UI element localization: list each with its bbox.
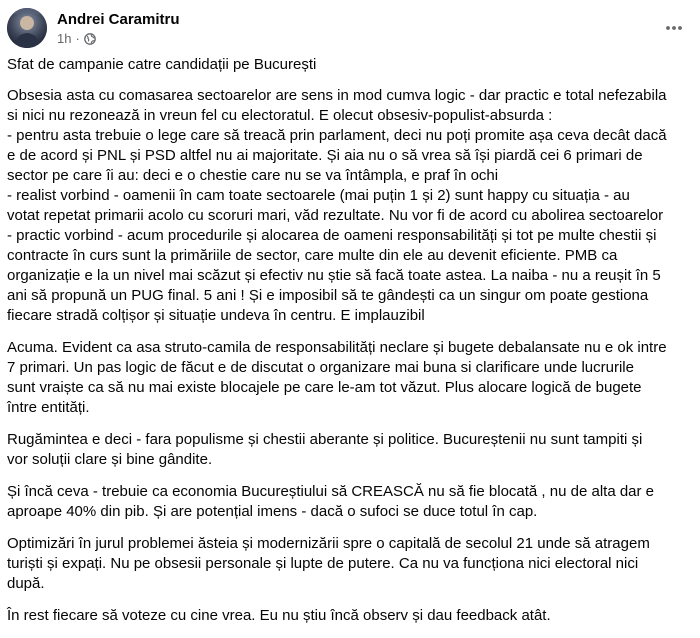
post-line: - practic vorbind - acum procedurile și alocarea de oameni responsabilități și tot pe multe chestii și	[7, 227, 657, 244]
post-time[interactable]: 1h	[57, 31, 72, 46]
post-paragraph	[7, 606, 697, 626]
post-line: contracte în curs sunt la primăriile de sector, care multe din ele au devenit eficiente. PMB ca	[7, 247, 618, 264]
meta-separator: ·	[75, 31, 80, 46]
post-line: Optimizări în jurul problemei ăsteia și modernizării spre o capitală de secolul 21 unde să atragem	[7, 535, 650, 552]
post-content	[7, 55, 697, 638]
avatar-image	[7, 8, 47, 48]
post-paragraph	[7, 482, 697, 522]
post-line: 7 primari. Un pas logic de făcut e de discutat o organizare mai buna si clarificare unde lucrurile	[7, 359, 634, 376]
post-line: sector pe care îi au: deci e o chestie care nu se va întâmpla, e praf în ochi	[7, 167, 499, 184]
post-line: după.	[7, 575, 45, 592]
post-line: e de acord și PNL și PSD altfel nu ai majoritate. Și aia nu o să vrea să își piardă cei 6 primari de	[7, 147, 643, 164]
post-line: organizație e la un nivel mai scăzut și efectiv nu știe să facă toate astea. La naiba - nu a reușit în 5	[7, 267, 661, 284]
author-name[interactable]: Andrei Caramitru	[57, 11, 180, 28]
post-line: ani să propună un PUG final. 5 ani ! Și e imposibil să te gândești ca un singur om poate gestiona	[7, 287, 649, 304]
post-line: - pentru asta trebuie o lege care să treacă prin parlament, deci nu poți promite așa ceva decât dacă	[7, 127, 667, 144]
post-paragraph-title	[7, 55, 697, 75]
post-paragraph	[7, 430, 697, 470]
post-line: între entități.	[7, 399, 90, 416]
post-line: aproape 40% din pib. Și are potențial imens - dacă o sufoci se duce totul în cap.	[7, 503, 538, 520]
post-paragraph	[7, 86, 697, 326]
post-line: - realist vorbind - oamenii în cam toate sectoarele (mai puțin 1 și 2) sunt happy cu situația - au	[7, 187, 630, 204]
post-line: Acuma. Evident ca asa struto-camila de responsabilități neclare și bugete debalansate nu e ok intre	[7, 339, 667, 356]
more-options-button[interactable]	[656, 10, 692, 46]
post-paragraph	[7, 338, 697, 418]
post-line: vor soluții clare și bine gândite.	[7, 451, 213, 468]
post-line: Și încă ceva - trebuie ca economia Bucureștiului să CREASCĂ nu să fie blocată , nu de alta dar e	[7, 483, 655, 500]
post-line: votat repetat primarii acolo cu scoruri mari, văd rezultate. Nu vor fi de acord cu abolirea sectoarelor	[7, 207, 664, 224]
post-header	[7, 7, 692, 47]
post-line: fiecare stradă colțișor și situație undeva în centru. E implauzibil	[7, 307, 425, 324]
post-line: Obsesia asta cu comasarea sectoarelor are sens in mod cumva logic - dar practic e total nefezabila	[7, 87, 667, 104]
post-line: Sfat de campanie catre candidații pe București	[7, 56, 317, 73]
post-line: si nici nu rezonează in vreun fel cu electoratul. E olecut obsesiv-populist-absurda :	[7, 107, 553, 124]
post-line: Rugămintea e deci - fara populisme și chestii aberante și politice. Bucureștenii nu sunt tampiti și	[7, 431, 643, 448]
globe-icon[interactable]	[84, 33, 96, 45]
more-horizontal-icon	[664, 18, 684, 38]
post-line: În rest fiecare să voteze cu cine vrea. Eu nu știu încă observ și dau feedback atât.	[7, 607, 551, 624]
author-avatar[interactable]	[7, 8, 47, 48]
post-meta	[57, 31, 96, 46]
post-line: turiști și expați. Nu pe obsesii personale și lupte de putere. Ca nu va funcționa nici electoral nici	[7, 555, 639, 572]
post-line: sunt vraiște ca să nu mai existe blocajele pe care le-am tot văzut. Plus alocare logică de bugete	[7, 379, 642, 396]
post-paragraph	[7, 534, 697, 594]
